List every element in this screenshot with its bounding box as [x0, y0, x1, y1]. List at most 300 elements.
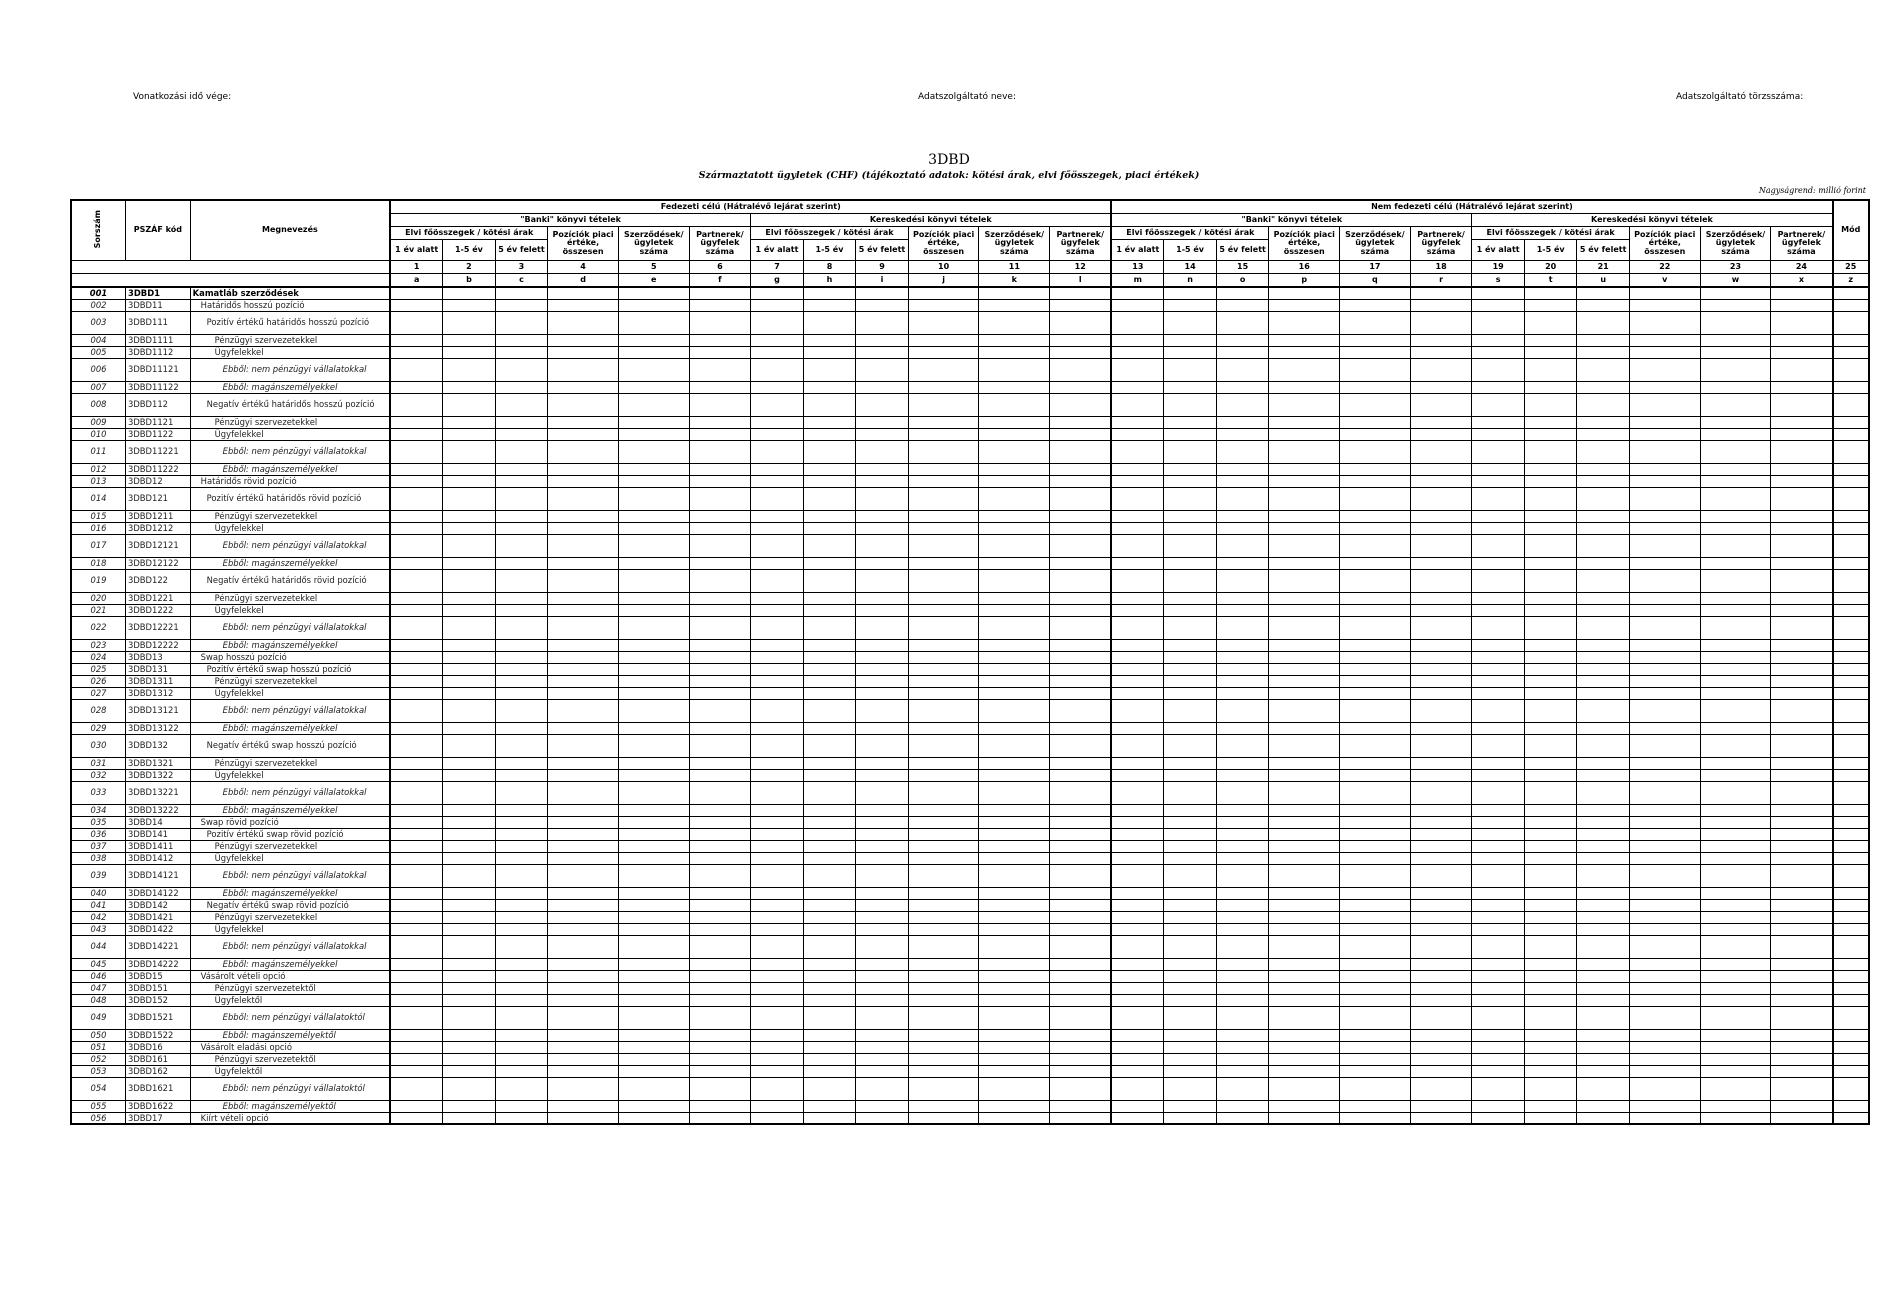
data-cell — [618, 935, 689, 958]
data-cell — [495, 852, 548, 864]
data-cell — [1216, 346, 1269, 358]
data-cell — [1216, 1112, 1269, 1124]
column-number: 10 — [908, 261, 979, 274]
data-cell — [1472, 534, 1525, 557]
data-cell — [803, 651, 856, 663]
data-cell — [979, 428, 1050, 440]
data-cell — [1524, 463, 1577, 475]
data-cell — [856, 828, 909, 840]
row-code: 3DBD1121 — [126, 416, 191, 428]
data-cell — [856, 663, 909, 675]
data-cell — [908, 911, 979, 923]
table-row — [71, 970, 1869, 982]
data-cell — [443, 1065, 496, 1077]
data-cell — [1833, 475, 1870, 487]
data-cell — [1410, 475, 1472, 487]
data-cell — [1833, 287, 1870, 299]
data-cell — [1524, 381, 1577, 393]
data-cell — [1050, 381, 1112, 393]
data-cell — [1410, 864, 1472, 887]
data-cell — [1216, 722, 1269, 734]
table-row — [71, 769, 1869, 781]
data-cell — [1050, 311, 1112, 334]
data-cell — [1340, 828, 1411, 840]
data-cell — [1524, 1029, 1577, 1041]
data-cell — [979, 887, 1050, 899]
data-cell — [908, 699, 979, 722]
data-cell — [689, 852, 751, 864]
data-cell — [1472, 828, 1525, 840]
data-cell — [390, 887, 443, 899]
data-cell — [1700, 994, 1771, 1006]
data-cell — [908, 440, 979, 463]
data-cell — [548, 381, 619, 393]
data-cell — [495, 428, 548, 440]
data-cell — [751, 1029, 804, 1041]
data-cell — [443, 487, 496, 510]
poz-header-3: Pozíciók piaci értéke, összesen — [1269, 227, 1340, 261]
data-cell — [856, 899, 909, 911]
data-cell — [443, 828, 496, 840]
data-cell — [1524, 358, 1577, 381]
row-number: 034 — [71, 804, 126, 816]
data-cell — [1164, 428, 1217, 440]
data-cell — [1216, 687, 1269, 699]
data-cell — [443, 816, 496, 828]
data-cell — [1771, 475, 1833, 487]
data-cell — [1111, 358, 1164, 381]
data-cell — [856, 487, 909, 510]
table-row — [71, 381, 1869, 393]
table-row — [71, 804, 1869, 816]
data-cell — [1216, 592, 1269, 604]
table-row — [71, 428, 1869, 440]
maturity-header-2-3: 5 év felett — [856, 240, 909, 261]
data-cell — [1050, 722, 1112, 734]
data-cell — [1164, 651, 1217, 663]
data-cell — [1050, 1041, 1112, 1053]
data-cell — [908, 852, 979, 864]
data-cell — [751, 1077, 804, 1100]
data-cell — [751, 557, 804, 569]
data-cell — [1577, 534, 1630, 557]
data-cell — [856, 393, 909, 416]
data-cell — [1629, 416, 1700, 428]
data-cell — [979, 510, 1050, 522]
row-label: Ebből: nem pénzügyi vállalatoktól — [190, 1006, 390, 1029]
data-cell — [618, 592, 689, 604]
data-cell — [979, 1065, 1050, 1077]
data-cell — [1524, 828, 1577, 840]
row-label: Ebből: magánszemélyekkel — [190, 958, 390, 970]
data-cell — [1269, 475, 1340, 487]
row-label: Swap rövid pozíció — [190, 816, 390, 828]
data-cell — [1833, 557, 1870, 569]
data-cell — [1111, 557, 1164, 569]
data-cell — [1771, 346, 1833, 358]
column-letter: z — [1833, 274, 1870, 288]
data-cell — [751, 287, 804, 299]
data-cell — [443, 334, 496, 346]
data-cell — [1577, 804, 1630, 816]
data-cell — [1524, 1041, 1577, 1053]
data-cell — [1216, 911, 1269, 923]
data-cell — [1269, 769, 1340, 781]
data-cell — [495, 994, 548, 1006]
data-cell — [1410, 428, 1472, 440]
data-cell — [1577, 287, 1630, 299]
table-row — [71, 816, 1869, 828]
data-cell — [979, 287, 1050, 299]
data-cell — [1771, 463, 1833, 475]
row-label: Kamatláb szerződések — [190, 287, 390, 299]
data-cell — [443, 1029, 496, 1041]
row-code: 3DBD112 — [126, 393, 191, 416]
data-cell — [1216, 522, 1269, 534]
data-cell — [1410, 534, 1472, 557]
data-cell — [1629, 346, 1700, 358]
data-cell — [751, 334, 804, 346]
table-row — [71, 722, 1869, 734]
data-cell — [1524, 299, 1577, 311]
row-label: Ügyfelekkel — [190, 428, 390, 440]
data-cell — [751, 699, 804, 722]
data-cell — [1410, 852, 1472, 864]
data-cell — [390, 1053, 443, 1065]
data-cell — [689, 393, 751, 416]
data-cell — [803, 1006, 856, 1029]
data-cell — [856, 699, 909, 722]
data-cell — [1771, 757, 1833, 769]
data-cell — [856, 840, 909, 852]
data-cell — [1833, 1077, 1870, 1100]
data-cell — [1050, 534, 1112, 557]
data-cell — [751, 463, 804, 475]
column-letter: u — [1577, 274, 1630, 288]
data-cell — [1472, 287, 1525, 299]
data-cell — [495, 970, 548, 982]
row-number: 038 — [71, 852, 126, 864]
column-letter: o — [1216, 274, 1269, 288]
row-code: 3DBD1311 — [126, 675, 191, 687]
data-cell — [979, 864, 1050, 887]
table-row — [71, 935, 1869, 958]
data-cell — [856, 651, 909, 663]
row-code: 3DBD121 — [126, 487, 191, 510]
data-cell — [689, 463, 751, 475]
data-cell — [1629, 828, 1700, 840]
maturity-header-2-2: 1-5 év — [803, 240, 856, 261]
data-cell — [1700, 616, 1771, 639]
data-cell — [979, 1041, 1050, 1053]
data-cell — [1410, 487, 1472, 510]
data-cell — [1629, 510, 1700, 522]
data-cell — [1164, 1112, 1217, 1124]
data-cell — [1524, 840, 1577, 852]
data-cell — [548, 675, 619, 687]
data-cell — [390, 769, 443, 781]
table-body — [71, 287, 1869, 1124]
column-letter: i — [856, 274, 909, 288]
data-cell — [1629, 769, 1700, 781]
data-cell — [856, 463, 909, 475]
data-cell — [1833, 616, 1870, 639]
data-cell — [1771, 1112, 1833, 1124]
data-cell — [751, 804, 804, 816]
row-label: Pénzügyi szervezetekkel — [190, 675, 390, 687]
data-cell — [1833, 864, 1870, 887]
data-cell — [1164, 864, 1217, 887]
maturity-header-4-1: 1 év alatt — [1472, 240, 1525, 261]
data-cell — [1700, 1077, 1771, 1100]
data-cell — [1771, 428, 1833, 440]
data-cell — [1700, 804, 1771, 816]
row-number: 047 — [71, 982, 126, 994]
data-cell — [1700, 1112, 1771, 1124]
data-cell — [548, 864, 619, 887]
data-cell — [1164, 982, 1217, 994]
data-cell — [979, 687, 1050, 699]
row-code: 3DBD1421 — [126, 911, 191, 923]
data-cell — [1216, 475, 1269, 487]
data-cell — [803, 487, 856, 510]
row-code: 3DBD14222 — [126, 958, 191, 970]
data-cell — [1216, 428, 1269, 440]
data-cell — [908, 651, 979, 663]
data-cell — [1472, 699, 1525, 722]
data-cell — [689, 828, 751, 840]
data-cell — [1833, 828, 1870, 840]
data-cell — [1340, 604, 1411, 616]
data-cell — [1216, 311, 1269, 334]
data-cell — [1340, 358, 1411, 381]
data-cell — [1164, 522, 1217, 534]
data-cell — [443, 994, 496, 1006]
data-cell — [1833, 1112, 1870, 1124]
data-cell — [443, 911, 496, 923]
data-cell — [548, 769, 619, 781]
data-cell — [1050, 463, 1112, 475]
data-cell — [1524, 804, 1577, 816]
data-cell — [1700, 358, 1771, 381]
column-letter: r — [1410, 274, 1472, 288]
data-cell — [548, 639, 619, 651]
data-cell — [689, 287, 751, 299]
data-cell — [689, 334, 751, 346]
data-cell — [618, 781, 689, 804]
data-cell — [979, 334, 1050, 346]
table-row — [71, 311, 1869, 334]
data-cell — [1833, 757, 1870, 769]
data-cell — [548, 958, 619, 970]
row-code: 3DBD1422 — [126, 923, 191, 935]
data-cell — [1269, 522, 1340, 534]
data-cell — [495, 510, 548, 522]
data-cell — [1340, 1112, 1411, 1124]
data-cell — [1833, 982, 1870, 994]
column-letter: m — [1111, 274, 1164, 288]
data-cell — [618, 604, 689, 616]
data-cell — [1164, 334, 1217, 346]
data-cell — [618, 911, 689, 923]
data-cell — [1700, 722, 1771, 734]
data-cell — [495, 358, 548, 381]
data-cell — [495, 639, 548, 651]
data-cell — [1050, 970, 1112, 982]
data-cell — [908, 639, 979, 651]
data-cell — [1410, 299, 1472, 311]
data-cell — [548, 463, 619, 475]
data-cell — [1111, 569, 1164, 592]
data-cell — [751, 299, 804, 311]
data-cell — [390, 616, 443, 639]
data-cell — [751, 1041, 804, 1053]
data-cell — [390, 299, 443, 311]
data-cell — [1629, 1041, 1700, 1053]
data-cell — [1340, 687, 1411, 699]
data-cell — [1700, 699, 1771, 722]
data-cell — [1164, 463, 1217, 475]
row-code: 3DBD1522 — [126, 1029, 191, 1041]
table-row — [71, 663, 1869, 675]
table-row — [71, 416, 1869, 428]
data-cell — [548, 334, 619, 346]
data-cell — [390, 899, 443, 911]
data-cell — [1111, 899, 1164, 911]
data-cell — [908, 958, 979, 970]
data-cell — [548, 522, 619, 534]
data-cell — [979, 816, 1050, 828]
column-letter: l — [1050, 274, 1112, 288]
data-cell — [1410, 982, 1472, 994]
data-cell — [1111, 887, 1164, 899]
data-cell — [908, 358, 979, 381]
data-cell — [803, 982, 856, 994]
row-label: Pénzügyi szervezetekkel — [190, 911, 390, 923]
data-cell — [1833, 604, 1870, 616]
row-number: 021 — [71, 604, 126, 616]
data-cell — [751, 604, 804, 616]
column-letter: p — [1269, 274, 1340, 288]
maturity-header-4-3: 5 év felett — [1577, 240, 1630, 261]
table-row — [71, 463, 1869, 475]
column-number: 22 — [1629, 261, 1700, 274]
data-cell — [751, 592, 804, 604]
data-cell — [1410, 887, 1472, 899]
data-cell — [548, 393, 619, 416]
data-cell — [689, 487, 751, 510]
data-cell — [751, 722, 804, 734]
data-cell — [618, 923, 689, 935]
data-cell — [908, 334, 979, 346]
data-cell — [548, 828, 619, 840]
data-cell — [1050, 522, 1112, 534]
data-cell — [908, 1029, 979, 1041]
data-cell — [443, 616, 496, 639]
row-label: Negatív értékű swap hosszú pozíció — [190, 734, 390, 757]
data-cell — [1629, 994, 1700, 1006]
data-cell — [1833, 1100, 1870, 1112]
data-cell — [1577, 358, 1630, 381]
data-cell — [390, 970, 443, 982]
data-cell — [495, 416, 548, 428]
data-cell — [1216, 982, 1269, 994]
data-cell — [548, 358, 619, 381]
data-cell — [1629, 299, 1700, 311]
data-cell — [1050, 639, 1112, 651]
data-cell — [1340, 911, 1411, 923]
data-cell — [618, 334, 689, 346]
data-cell — [751, 651, 804, 663]
data-cell — [979, 699, 1050, 722]
data-cell — [1050, 840, 1112, 852]
data-cell — [1269, 510, 1340, 522]
data-cell — [1524, 923, 1577, 935]
data-cell — [390, 781, 443, 804]
data-cell — [803, 887, 856, 899]
data-cell — [1472, 935, 1525, 958]
data-cell — [1771, 899, 1833, 911]
data-cell — [443, 840, 496, 852]
data-cell — [443, 804, 496, 816]
data-cell — [1700, 911, 1771, 923]
data-cell — [1050, 1112, 1112, 1124]
row-label: Ebből: nem pénzügyi vállalatokkal — [190, 781, 390, 804]
row-number: 054 — [71, 1077, 126, 1100]
column-number: 13 — [1111, 261, 1164, 274]
data-cell — [979, 757, 1050, 769]
row-code: 3DBD132 — [126, 734, 191, 757]
data-cell — [751, 769, 804, 781]
data-cell — [1050, 651, 1112, 663]
data-cell — [1577, 463, 1630, 475]
data-cell — [1340, 311, 1411, 334]
data-cell — [908, 687, 979, 699]
data-cell — [1700, 781, 1771, 804]
row-label: Pozitív értékű határidős hosszú pozíció — [190, 311, 390, 334]
data-cell — [856, 769, 909, 781]
data-cell — [1410, 358, 1472, 381]
data-cell — [1050, 757, 1112, 769]
data-cell — [1111, 639, 1164, 651]
data-cell — [1050, 428, 1112, 440]
data-cell — [1050, 935, 1112, 958]
data-cell — [548, 487, 619, 510]
data-cell — [1472, 958, 1525, 970]
data-cell — [1050, 1029, 1112, 1041]
table-row — [71, 557, 1869, 569]
data-cell — [1111, 1053, 1164, 1065]
data-cell — [443, 935, 496, 958]
data-cell — [1269, 428, 1340, 440]
column-letter: b — [443, 274, 496, 288]
data-cell — [1164, 287, 1217, 299]
data-cell — [1771, 299, 1833, 311]
data-cell — [390, 757, 443, 769]
data-cell — [548, 557, 619, 569]
data-cell — [979, 840, 1050, 852]
data-cell — [1111, 393, 1164, 416]
row-code: 3DBD12222 — [126, 639, 191, 651]
data-cell — [1269, 334, 1340, 346]
data-cell — [1164, 1029, 1217, 1041]
data-cell — [548, 699, 619, 722]
data-cell — [751, 475, 804, 487]
data-cell — [618, 510, 689, 522]
data-cell — [979, 734, 1050, 757]
data-cell — [390, 722, 443, 734]
row-label: Ebből: magánszemélyekkel — [190, 557, 390, 569]
